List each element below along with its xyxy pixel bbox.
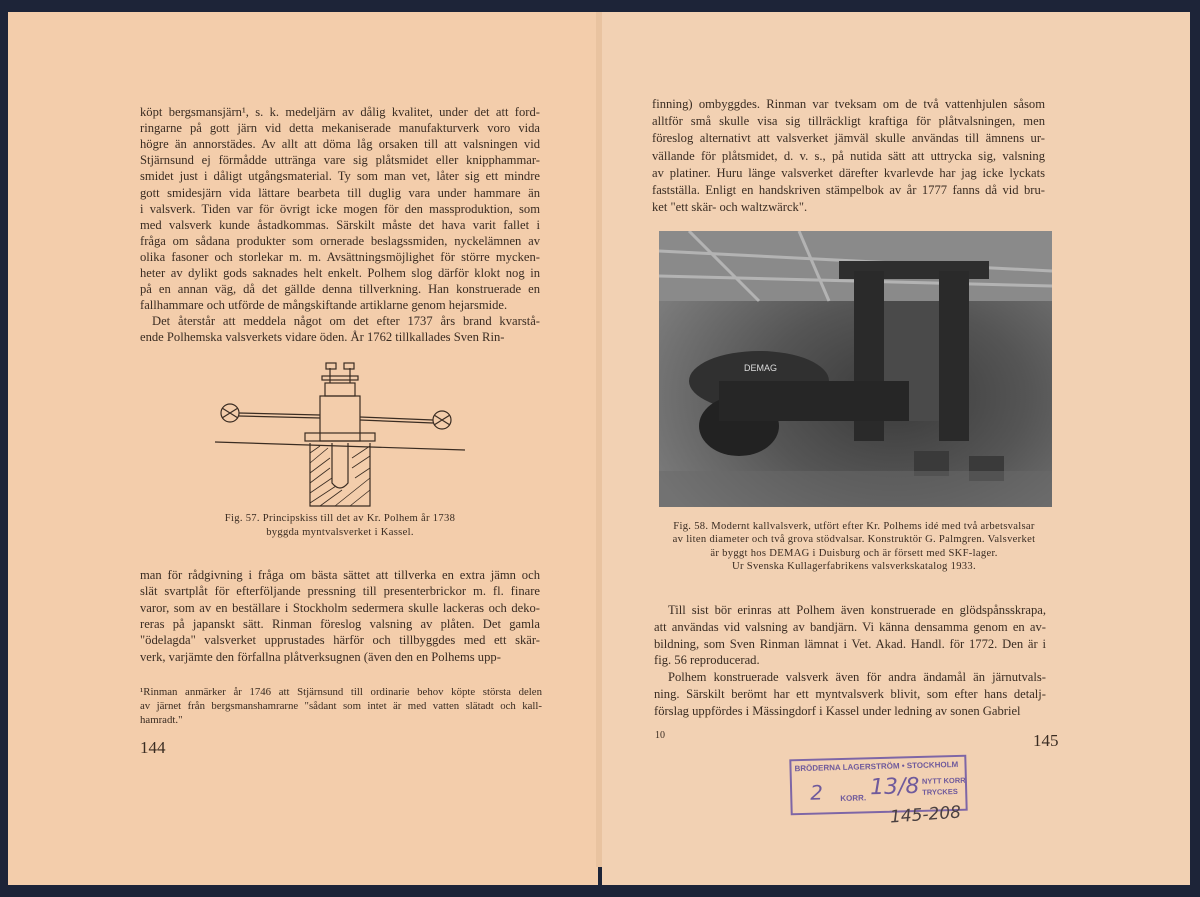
text-line: heter av dylikt gods saknades helt enkelt. Polhem slog därför klokt nog in bbox=[140, 266, 540, 280]
text-line: finning) ombyggdes. Rinman var tveksam om de två vattenhjulen såsom bbox=[652, 97, 1045, 111]
text-line: gott smidesjärn vida lättare bearbeta till duglig vara under hammare än bbox=[140, 185, 540, 200]
footnote-line: hamradt." bbox=[140, 714, 183, 726]
text-line: ket "ett skär- och waltzwärck". bbox=[652, 200, 808, 215]
figure-caption-line: Ur Svenska Kullagerfabrikens valsverkskatalog 1933. bbox=[732, 561, 976, 573]
text-line: fallhammare och utförde de mångskiftande artiklarne genom hejarsmide. bbox=[140, 298, 508, 313]
text-line: slät svartplåt för efterföljande pressning till presenterbrickor m. fl. finare bbox=[140, 584, 540, 599]
stamp-note-2: TRYCKES bbox=[922, 786, 958, 797]
figure-caption-line: Fig. 57. Principskiss till det av Kr. Polhem år 1738 bbox=[224, 513, 456, 524]
text-line: fråga om sådana produkter som ornerade beslagssmiden, nyckelämnen av bbox=[140, 233, 540, 248]
stamp-korr-label: KORR. bbox=[840, 793, 867, 804]
text-line: reras på japanskt sätt. Rinman föreslog valsning av plåten. Det gamla bbox=[140, 616, 540, 631]
text-line: köpt bergsmansjärn¹, s. k. medeljärn av dålig kvalitet, under det att ford- bbox=[140, 105, 540, 119]
text-line: förslag uppfördes i Mässingdorf i Kassel under ledning av sonen Gabriel bbox=[654, 703, 1021, 718]
figure-caption-line: av liten diameter och två grova stödvalsar. Konstruktör G. Palmgren. Valsverket bbox=[672, 534, 1036, 546]
text-line: alltför små skulle visa sig tillräckligt kraftiga för plåtvalsningen, men bbox=[652, 114, 1045, 129]
figure-caption-line: Fig. 58. Modernt kallvalsverk, utfört efter Kr. Polhems idé med två arbetsvalsar bbox=[673, 521, 1035, 532]
footnote-line: av järnet från bergsmanshamrarne "sådant som intet är med vatten slätadt och kall- bbox=[140, 700, 542, 712]
figure-58-photo bbox=[659, 231, 1052, 507]
text-line: bildning, som Sven Rinman lämnat i Vet. Akad. Handl. för 1772. Den är i bbox=[654, 636, 1046, 651]
stamp-number: 2 bbox=[809, 780, 824, 805]
text-line: högre än annorstädes. Av allt att döma låg orsaken till att valsningen vid bbox=[140, 137, 540, 152]
text-line: ringarne på gott järn vid detta mekaniserade manufakturverk voro vida bbox=[140, 121, 540, 136]
text-line: varor, som av en beställare i Stockholm sedermera skulle lackeras och deko- bbox=[140, 600, 540, 615]
signature-mark: 10 bbox=[655, 730, 665, 741]
stamp-note-1: NYTT KORR bbox=[921, 775, 966, 786]
text-line: verk, varjämte den förfallna plåtverksugnen (även den en Polhems upp- bbox=[140, 649, 501, 664]
text-line: i valsverk. Tiden var för övrigt icke mogen för den massproduktion, som bbox=[140, 201, 540, 216]
text-line: ning. Särskilt berömt har ett myntvalsverk blivit, som efter hans detalj- bbox=[654, 686, 1046, 701]
page-number: 144 bbox=[140, 738, 166, 757]
text-line: av platiner. Huru länge valsverket därefter kvarlevde har jag icke lyckats bbox=[652, 165, 1045, 180]
text-line: föreslog alternativt att valsverket jämväl skulle användas till ämnens ur- bbox=[652, 131, 1045, 146]
text-line: olika fasoner och storlekar m. m. Avsättningsmöjlighet för större mycken- bbox=[140, 249, 540, 264]
figure-57-diagram bbox=[210, 358, 470, 508]
text-line: på en annan väg, då det gällde denna tillverkning. Han konstruerade en bbox=[140, 282, 540, 297]
stamp-header: BRÖDERNA LAGERSTRÖM • STOCKHOLM bbox=[794, 759, 959, 774]
text-line: "ödelagda" valsverket upprustades härför och tillbyggdes med ett skär- bbox=[140, 633, 540, 648]
text-line: Till sist bör erinras att Polhem även konstruerade en glödspånsskrapa, bbox=[668, 603, 1046, 617]
handwritten-note: 145-208 bbox=[889, 802, 962, 828]
text-line: Stjärnsund ej förmådde uttränga vare sig plåtsmidet eller knipphammar- bbox=[140, 153, 540, 168]
text-line: Polhem konstruerade valsverk även för andra ändamål än järnutvals- bbox=[668, 670, 1046, 684]
stamp-date: 13/8 bbox=[869, 773, 920, 801]
text-line: med valsverk kunde åstadkommas. Särskilt måste det hava varit fallet i bbox=[140, 217, 540, 232]
text-line: fastställa. Enligt en handskriven stämpelbok av år 1777 fanns då vid bru- bbox=[652, 183, 1045, 197]
text-line: smidet just i dåligt utgångsmaterial. Ty som man vet, låter sig ett mindre bbox=[140, 169, 540, 184]
photo-label: DEMAG bbox=[744, 363, 778, 373]
footnote-line: ¹Rinman anmärker år 1746 att Stjärnsund till ordinarie behov köpte största delen bbox=[140, 686, 542, 698]
page-number: 145 bbox=[1033, 731, 1059, 750]
text-line: vällande för plåtsmidet, d. v. s., på nutida sätt att uttrycka sig, valsning bbox=[652, 148, 1045, 163]
text-line: fig. 56 reproducerad. bbox=[654, 653, 760, 668]
figure-caption-line: är byggt hos DEMAG i Duisburg och är försett med SKF-lager. bbox=[710, 547, 998, 559]
text-line: Det återstår att meddela något om det efter 1737 års brand kvarstå- bbox=[152, 314, 540, 328]
text-line: man för rådgivning i fråga om bästa sättet att tillverka en extra jämn och bbox=[140, 568, 540, 582]
text-line: att användas vid valsning av bandjärn. Vi känna densamma genom en av- bbox=[654, 619, 1046, 634]
figure-caption-line: byggda myntvalsverket i Kassel. bbox=[266, 527, 414, 538]
text-line: ende Polhemska valsverkets vidare öden. År 1762 tillkallades Sven Rin- bbox=[140, 330, 505, 345]
